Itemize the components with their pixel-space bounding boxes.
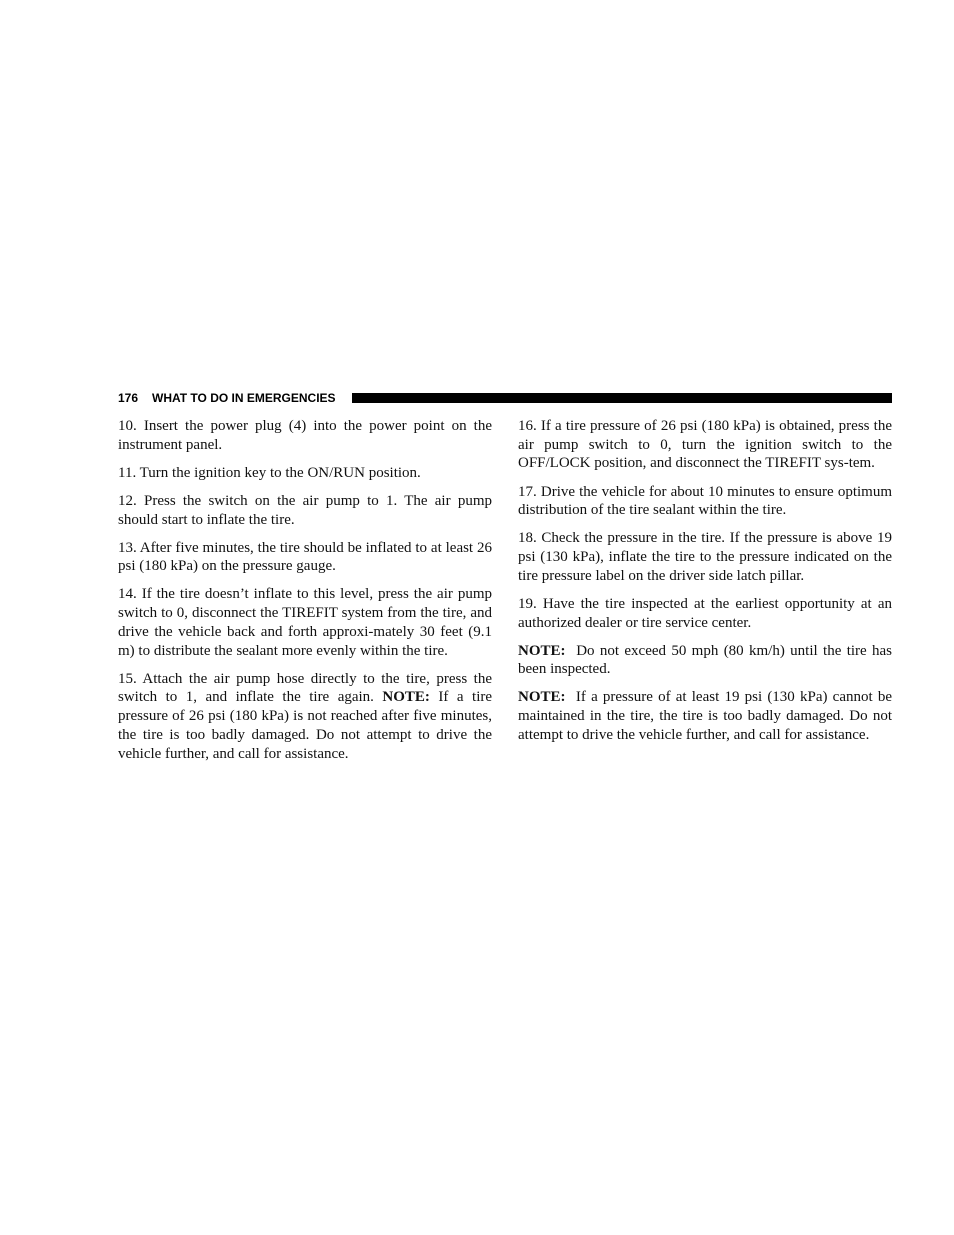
note-speed	[518, 642, 892, 679]
step-16: 16. If a tire pressure of 26 psi (180 kPa) is obtained, press the air pump switch to 0, turn the ignition switch to the OFF/LOCK position, and disconnect the TIREFIT sys-tem.	[518, 418, 892, 472]
step-15	[118, 670, 492, 764]
step-12: 12. Press the switch on the air pump to 1. The air pump should start to inflate the tire.	[118, 492, 492, 528]
step-19: 19. Have the tire inspected at the earliest opportunity at an authorized dealer or tire service center.	[518, 595, 892, 631]
note-speed-label: NOTE:	[518, 642, 566, 659]
note-pressure-label: NOTE:	[518, 689, 566, 706]
left-column	[118, 417, 492, 773]
note-pressure	[518, 688, 892, 744]
page-number: 176	[118, 391, 139, 405]
step-15-text-a: 15. Attach the air pump hose directly to the tire, press the switch to 1, and inflate the tire again.	[118, 670, 492, 706]
step-10: 10. Insert the power plug (4) into the power point on the instrument panel.	[118, 418, 492, 453]
step-11: 11. Turn the ignition key to the ON/RUN position.	[118, 464, 421, 481]
step-17: 17. Drive the vehicle for about 10 minutes to ensure optimum distribution of the tire sealant within the tire.	[518, 483, 892, 519]
right-column	[518, 417, 892, 754]
step-13: 13. After five minutes, the tire should be inflated to at least 26 psi (180 kPa) on the pressure gauge.	[118, 539, 492, 575]
step-15-note-label: NOTE:	[382, 689, 430, 706]
step-18: 18. Check the pressure in the tire. If the pressure is above 19 psi (130 kPa), inflate the tire to the pressure indicated on the tire pressure label on the driver side latch pillar.	[518, 530, 892, 584]
note-speed-text: Do not exceed 50 mph (80 km/h) until the tire has been inspected.	[518, 642, 893, 678]
page-header	[118, 390, 892, 406]
note-pressure-text: If a pressure of at least 19 psi (130 kPa) cannot be maintained in the tire, the tire is too badly damaged. Do not attempt to drive the vehicle further, and call for assistance.	[518, 689, 892, 743]
step-14: 14. If the tire doesn’t inflate to this level, press the air pump switch to 0, disconnect the TIREFIT system from the tire, and drive the vehicle back and forth approxi-mately 30 feet (9.1 m) to distribute the sealant more evenly within the tire.	[118, 586, 492, 659]
header-rule-bar	[352, 393, 892, 403]
section-title: WHAT TO DO IN EMERGENCIES	[152, 391, 336, 405]
step-15-text-b: If a tire pressure of 26 psi (180 kPa) is not reached after five minutes, the tire is too badly damaged. Do not attempt to drive the vehicle further, and call for assistance.	[118, 689, 493, 762]
